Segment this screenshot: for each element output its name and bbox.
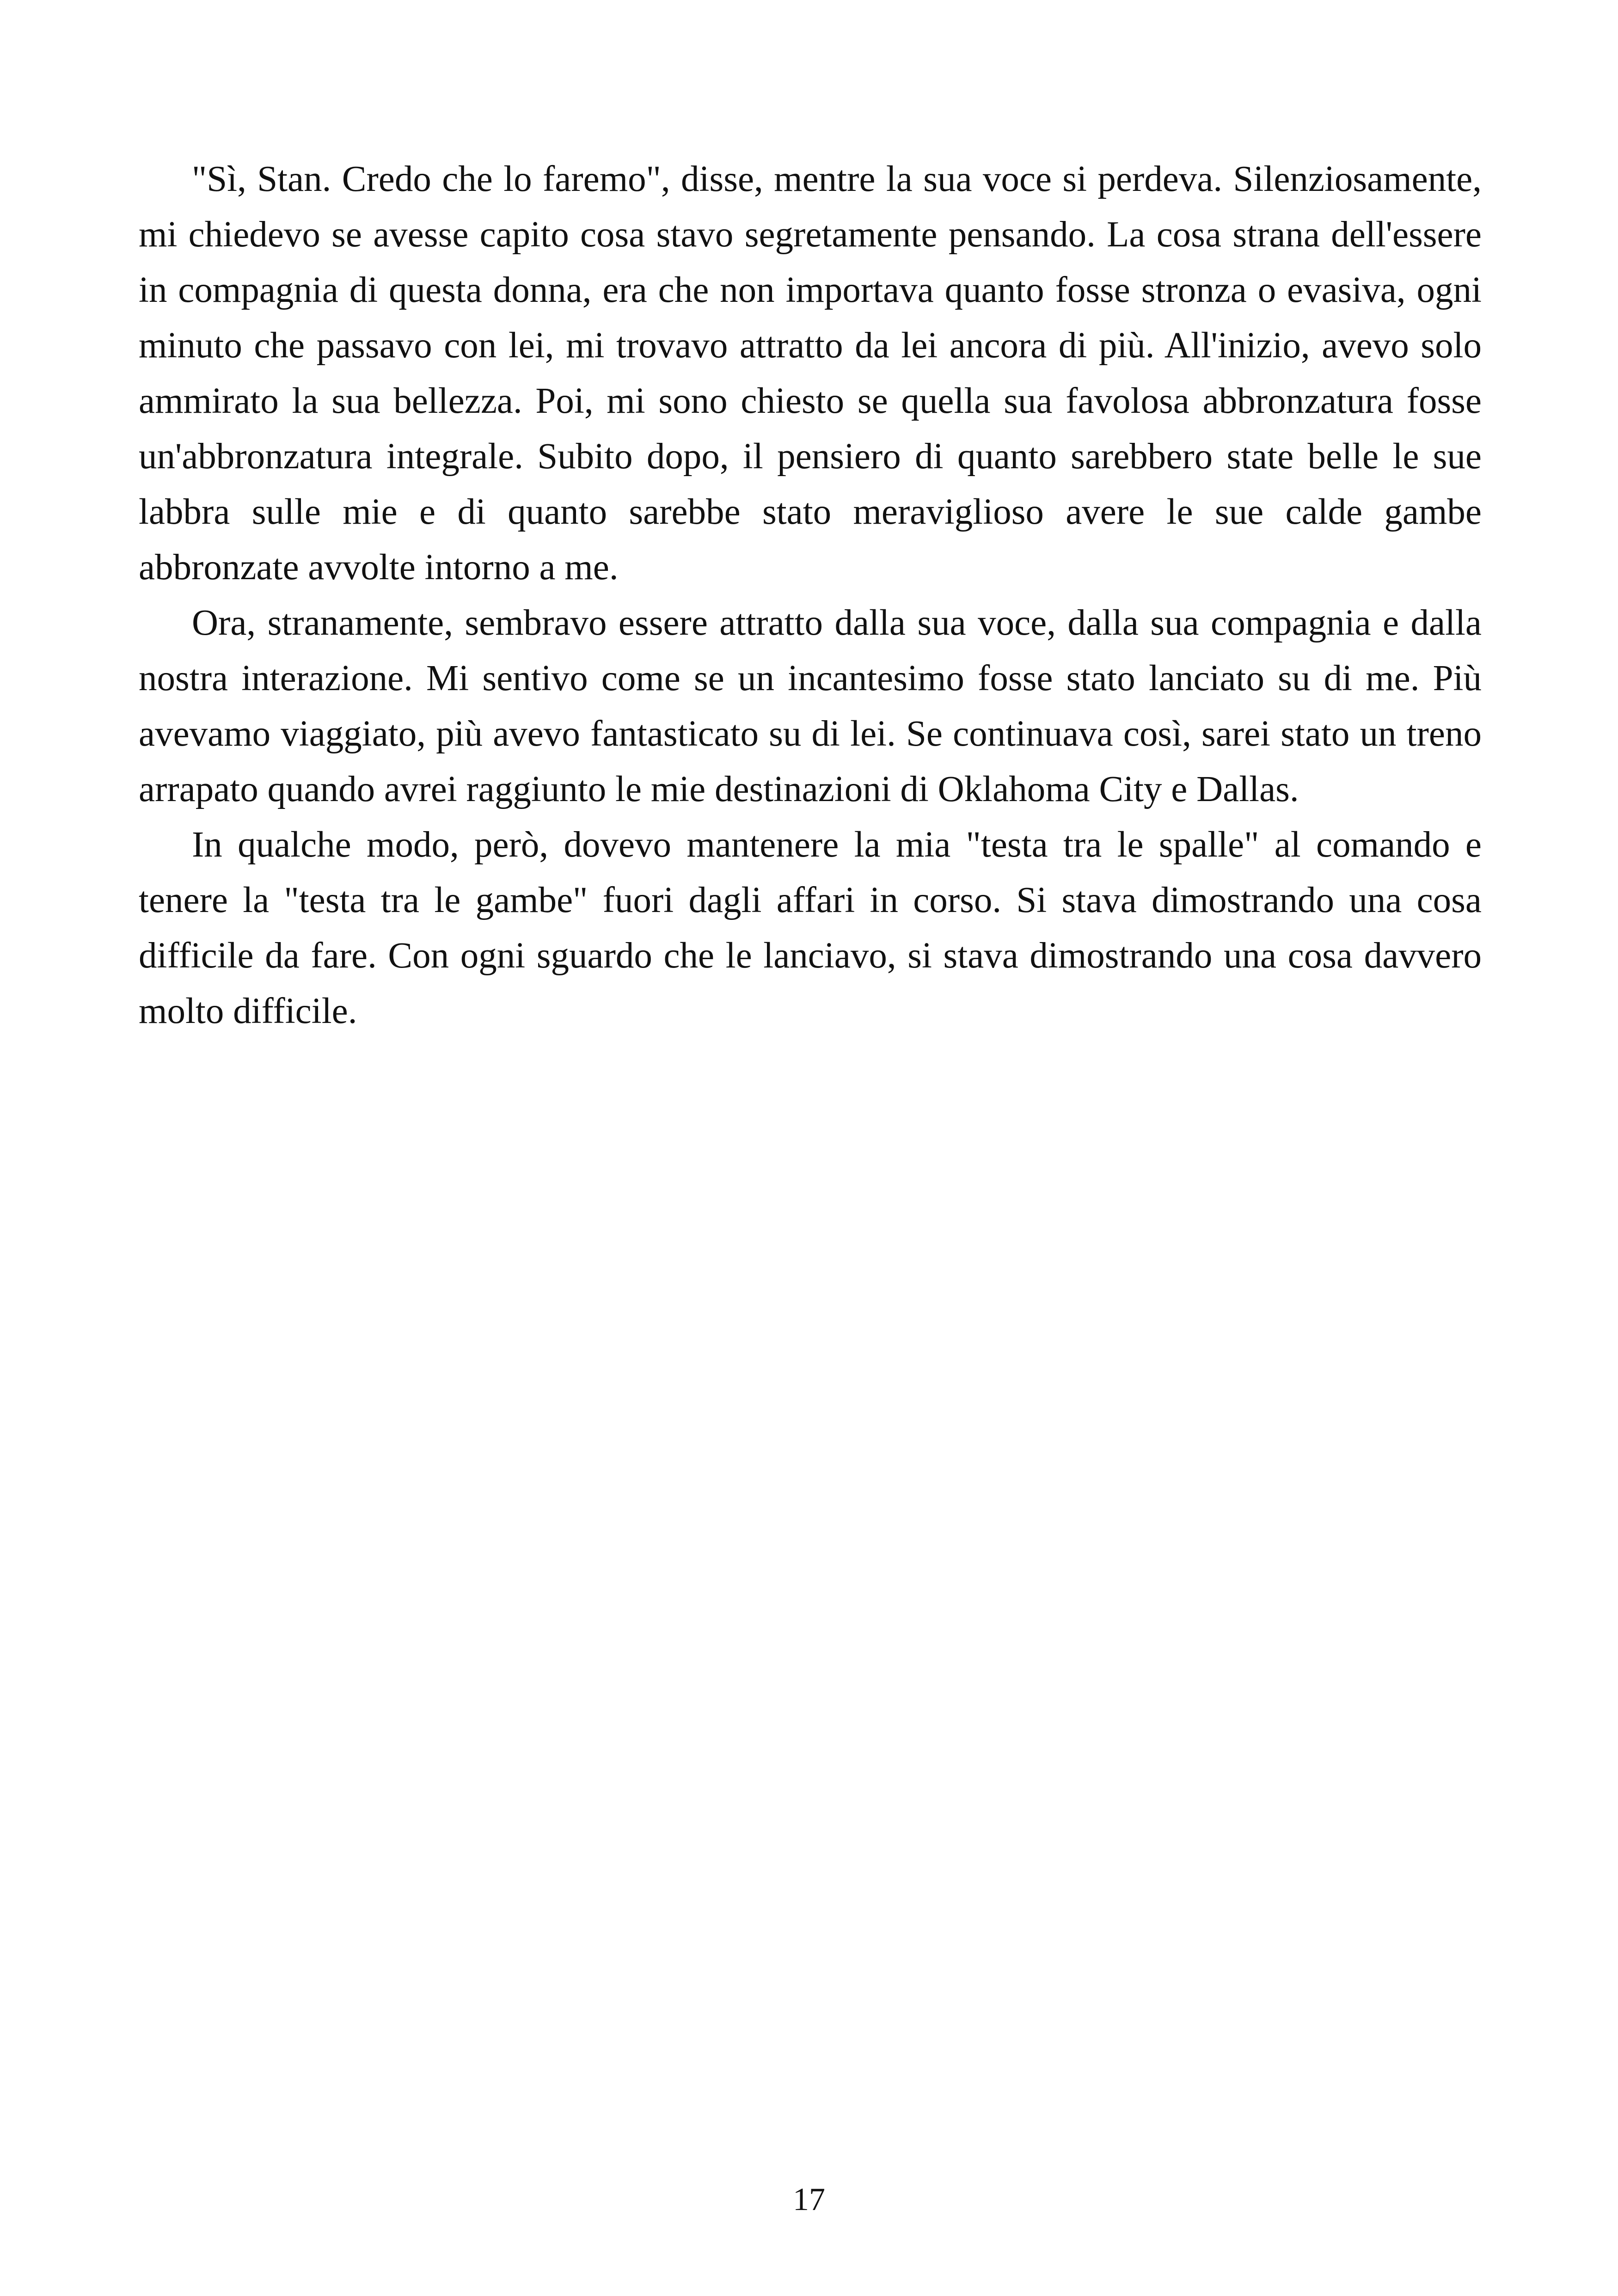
paragraph-3: In qualche modo, però, dovevo mantenere la mia "testa tra le spalle" al comando e tenere la "testa tra le gambe" fuori dagli affari in corso. Si stava dimostrando una cosa difficile da fare. Con ogni sguardo che le lanciavo, si stava dimostrando una cosa davvero molto difficile. [139, 825, 1482, 1031]
body-text [139, 152, 1482, 1039]
page-number: 17 [793, 2182, 825, 2217]
paragraph-2: Ora, stranamente, sembravo essere attratto dalla sua voce, dalla sua compagnia e dalla nostra interazione. Mi sentivo come se un incantesimo fosse stato lanciato su di me. Più avevamo viaggiato, più avevo fantasticato su di lei. Se continuava così, sarei stato un treno arrapato quando avrei raggiunto le mie destinazioni di Oklahoma City e Dallas. [139, 603, 1482, 809]
paragraph-1: "Sì, Stan. Credo che lo faremo", disse, mentre la sua voce si perdeva. Silenziosamente, mi chiedevo se avesse capito cosa stavo segretamente pensando. La cosa strana dell'essere in compagnia di questa donna, era che non importava quanto fosse stronza o evasiva, ogni minuto che passavo con lei, mi trovavo attratto da lei ancora di più. All'inizio, avevo solo ammirato la sua bellezza. Poi, mi sono chiesto se quella sua favolosa abbronzatura fosse un'abbronzatura integrale. Subito dopo, il pensiero di quanto sarebbero state belle le sue labbra sulle mie e di quanto sarebbe stato meraviglioso avere le sue calde gambe abbronzate avvolte intorno a me. [139, 159, 1482, 588]
